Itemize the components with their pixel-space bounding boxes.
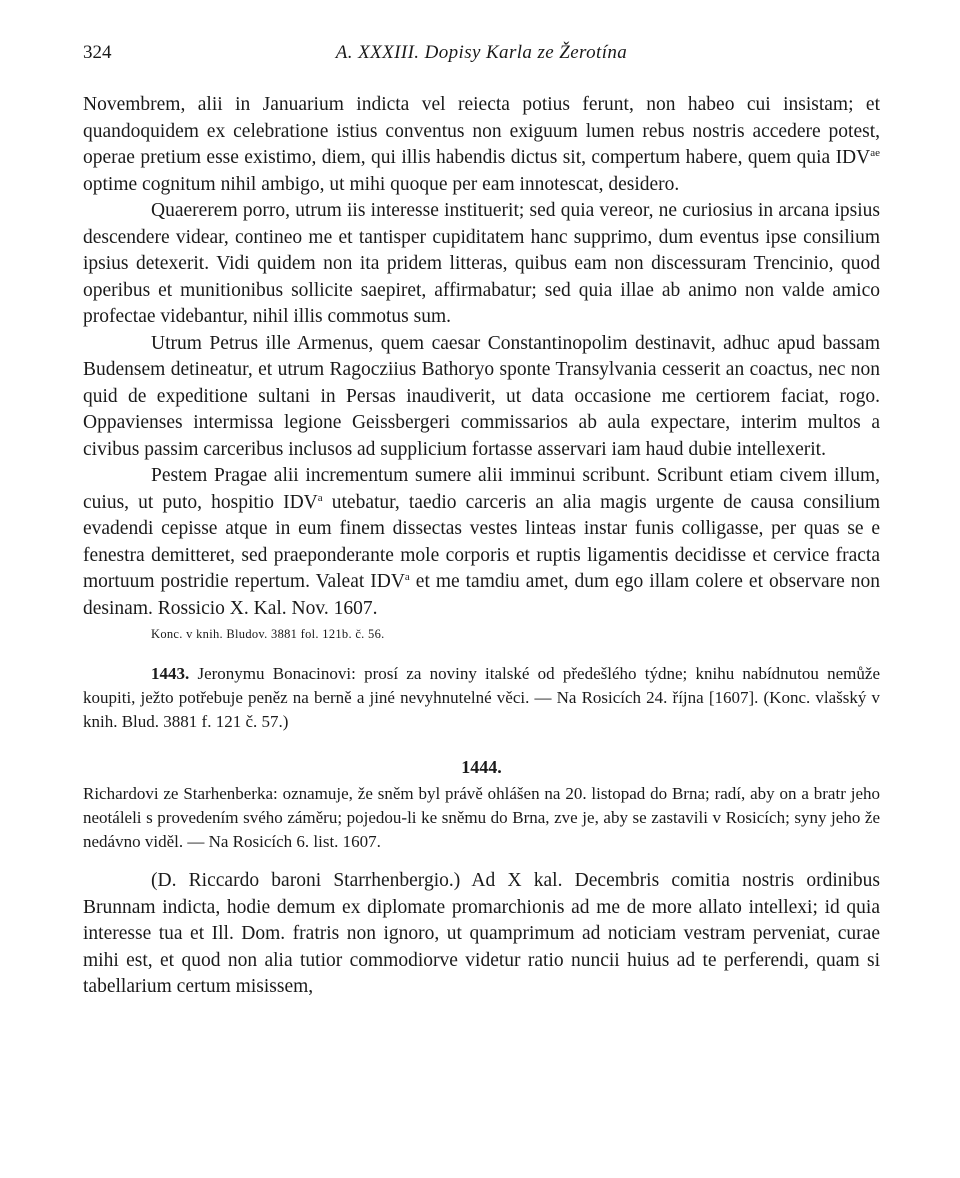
text-segment: Utrum Petrus ille Armenus, quem caesar Constantinopolim destinavit, adhuc apud bassam Budensem detineatur, et utrum Ragocziius Bathoryo sponte Transylvania cesserit an coactus, nec non quid de expeditione sultani in Persas inaudiverit, ut data occasione me certiorem faciat, rogo. Oppavienses intermissa legione Geissbergeri commissarios ab aula expectare, interim multos a civibus passim carceribus inclusos ad supplicium fortasse asservari iam haud dubie intellexerit. [83, 332, 880, 460]
page-header [83, 42, 880, 72]
superscript-abbrev: a [404, 571, 410, 583]
letter-paragraph [83, 463, 880, 622]
text-segment: Novembrem, alii in Januarium indicta vel reiecta potius ferunt, non habeo cui insistam; et quandoquidem ex celebratione istius conventus non exiguum lumen rebus nostris accedere potest, operae pretium esse existimo, diem, qui illis habendis dictus sit, compertum habere, quem quia IDV [83, 94, 880, 168]
letter-paragraph [83, 198, 880, 331]
text-segment: optime cognitum nihil ambigo, ut mihi quoque per eam innotescat, desidero. [83, 173, 680, 195]
superscript-abbrev: ae [870, 147, 880, 159]
superscript-abbrev: a [317, 491, 323, 504]
text-segment: Pestem Pragae alii incrementum sumere alii imminui scribunt. Scribunt etiam civem illum, cuius, ut puto, hospitio IDV [83, 465, 880, 513]
entry-1444-number: 1444. [461, 757, 502, 777]
entry-number: 1443. [151, 664, 190, 683]
text-segment: Quaererem porro, utrum iis interesse instituerit; sed quia vereor, ne curiosius in arcana ipsius descendere videar, contineo me et tantisper cupiditatem hanc supprimo, dum eventus ipse consilium ipsius detexerit. Vidi quidem non ita pridem litteras, quibus eam non discessuram Trencinio, quod operibus et munitionibus sollicite saepiret, affirmabatur; sed quia illae ab animo non valde amico profectae videbantur, nihil illis commotus sum. [83, 200, 880, 327]
letter-paragraph [83, 92, 880, 198]
entry-1444-regest: Richardovi ze Starhenberka: oznamuje, že sněm byl právě ohlášen na 20. listopad do Brna; radí, aby on a bratr jeho neotáleli s provedením svého záměru; pojedou-li ke sněmu do Brna, zve je, aby se zastavili v Rosicích; syny jeho že nedávno viděl. — Na Rosicích 6. list. 1607. [83, 784, 880, 851]
source-reference: Konc. v knih. Bludov. 3881 fol. 121b. č. 56. [151, 627, 385, 641]
running-title: A. XXXIII. Dopisy Karla ze Žerotína [335, 42, 628, 63]
letter-paragraph [83, 331, 880, 464]
page-number: 324 [83, 42, 112, 63]
main-text [83, 92, 880, 1001]
text-segment: utebatur, taedio carceris an alia magis urgente de causa consilium evadendi cepisse atque in eum finem dissectas vestes linteas instar funis colligasse, per quas se e fenestra demitteret, sed praeponderante mole corporis et ruptis ligamentis decidisse et cervice fracta mortuum postridie repertum. Valeat IDV [83, 491, 880, 592]
entry-1444-letter: (D. Riccardo baroni Starrhenbergio.) Ad X kal. Decembris comitia nostris ordinibus Brunnam indicta, hodie demum ex diplomate promarchionis ad me de more allato intellexi; id quia interesse tua et Ill. Dom. fratris non ignoro, ut quamprimum ad noticiam vestram perveniat, curae mihi est, et quod non alia tutior commodiorve videtur ratio nuncii huius ad te perferendi, quam si tabellarium certum misissem, [83, 870, 880, 997]
entry-text: Jeronymu Bonacinovi: prosí za noviny italské od předešlého týdne; knihu nabídnutou nemůže koupiti, ježto potřebuje peněz na berně a jiné nevyhnutelné věci. — Na Rosicích 24. října [1607]. (Konc. vlašský v knih. Blud. 3881 f. 121 č. 57.) [83, 664, 880, 731]
entry-1443-regest [83, 662, 880, 734]
text-segment: et me tamdiu amet, dum ego illam colere et observare non desinam. Rossicio X. Kal. Nov. 1607. [83, 571, 880, 619]
